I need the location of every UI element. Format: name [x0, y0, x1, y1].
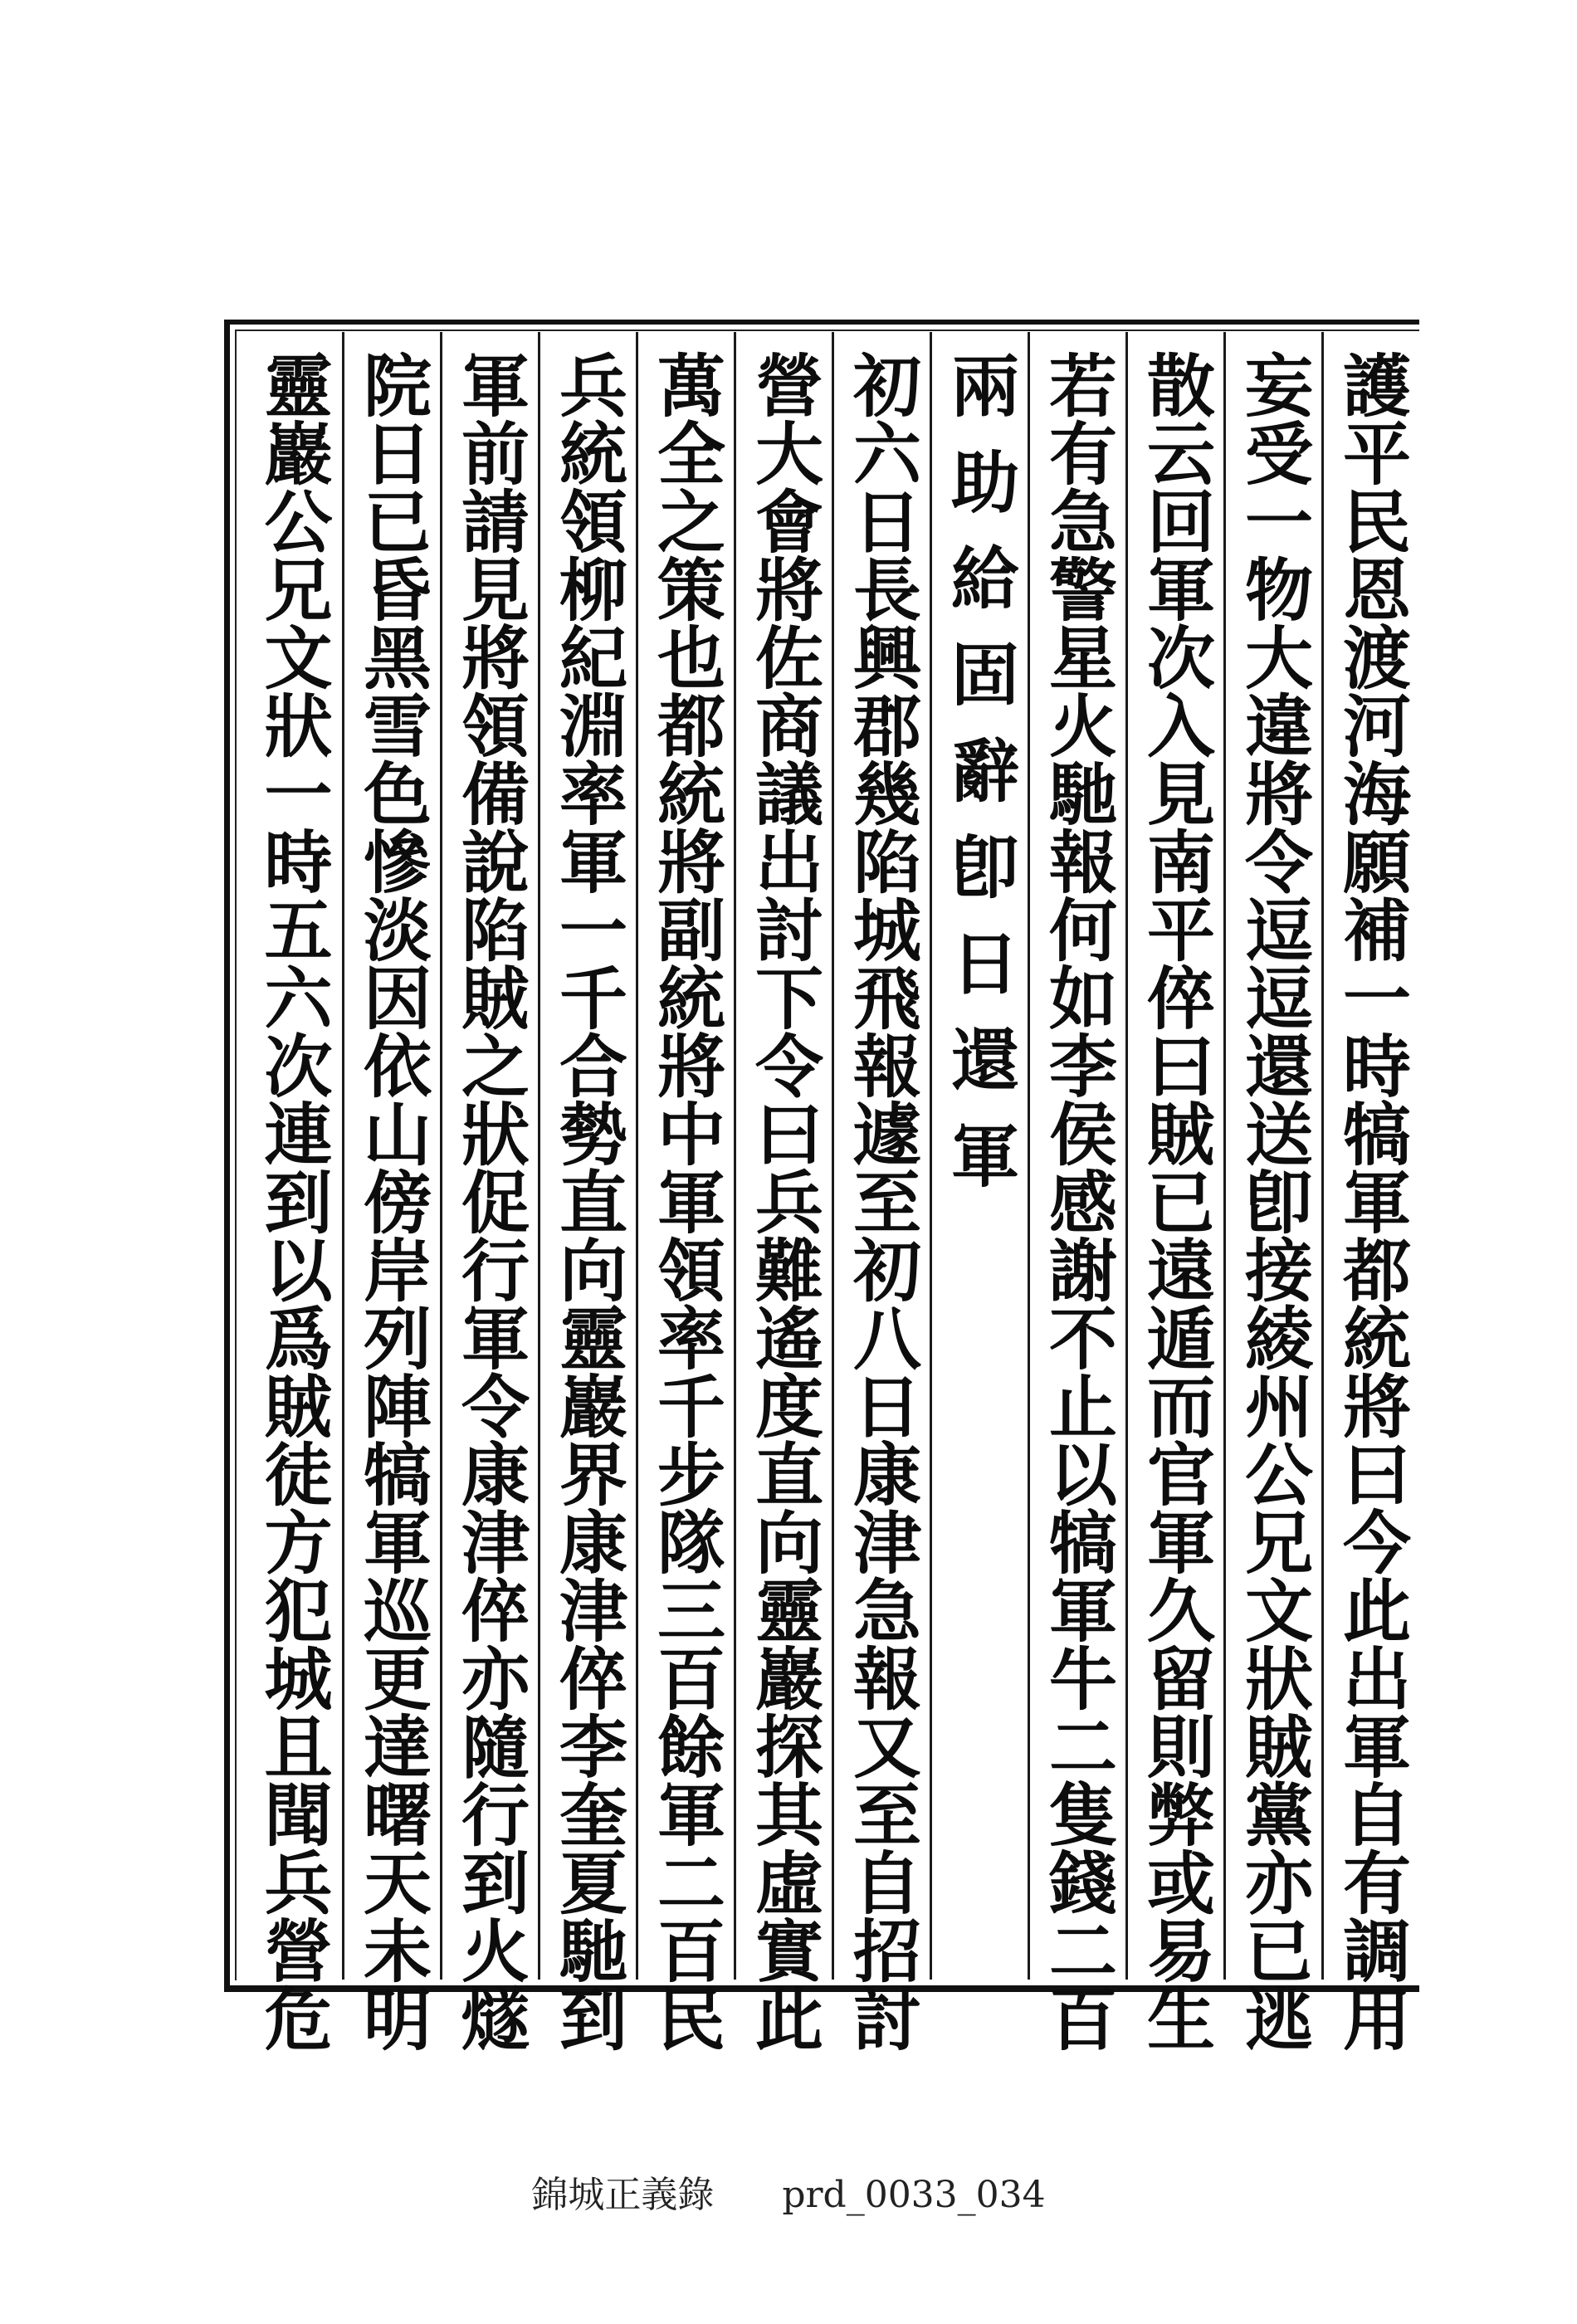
- text-column-1: [1321, 332, 1419, 2052]
- column-text: 院日已昏黑雪色慘淡因依山傍岸列陣犒軍巡更達曙天未明: [352, 350, 432, 2052]
- column-text: 萬全之策也都統將副統將中軍領率千步隊三百餘軍二百民: [646, 350, 726, 2052]
- page-caption: [0, 2165, 1577, 2218]
- text-column-2: [1223, 332, 1321, 2052]
- text-columns: [241, 332, 1419, 2052]
- text-column-12: [244, 332, 342, 2052]
- text-column-4: [1028, 332, 1125, 2052]
- column-text: 軍前請見將領備說陷賊之狀促行軍令康津倅亦隨行到火燧: [450, 350, 530, 2052]
- column-text: 散云回軍次入見南平倅曰賊已遠遁而官軍久留則弊或易生: [1135, 350, 1216, 2052]
- text-column-7: [734, 332, 832, 2052]
- text-column-5: [930, 332, 1028, 1980]
- text-column-6: [832, 332, 930, 2052]
- text-column-3: [1125, 332, 1223, 2052]
- text-column-11: [342, 332, 440, 2052]
- column-text: 靈巖公兄文狀一時五六次連到以爲賊徒方犯城且聞兵營危: [253, 350, 333, 2052]
- column-text: 護平民恩渡河海願補一時犒軍都統將曰今此出軍自有調用: [1331, 350, 1412, 2052]
- column-text: 若有急警星火馳報何如李侯感謝不止以犒軍牛二隻錢二百: [1038, 350, 1118, 2052]
- column-text: 營大會將佐商議出討下令曰兵難遙度直向靈巖探其虛實此: [744, 350, 824, 2052]
- text-column-8: [636, 332, 734, 2052]
- column-text: 妄受一物大違將令逗逗還送卽接綾州公兄文狀賊黨亦已逃: [1233, 350, 1314, 2052]
- page-code: prd_0033_034: [782, 2174, 1046, 2216]
- column-text: 兩助給固辭卽日還軍: [940, 350, 1020, 1217]
- text-column-9: [538, 332, 636, 2052]
- text-column-10: [440, 332, 538, 2052]
- column-text: 初六日長興郡幾陷城飛報遽至初八日康津急報又至自招討: [842, 350, 922, 2052]
- book-title: 錦城正義錄: [531, 2174, 715, 2216]
- column-text: 兵統領柳紀淵率軍一千合勢直向靈巖界康津倅李奎夏馳到: [548, 350, 628, 2052]
